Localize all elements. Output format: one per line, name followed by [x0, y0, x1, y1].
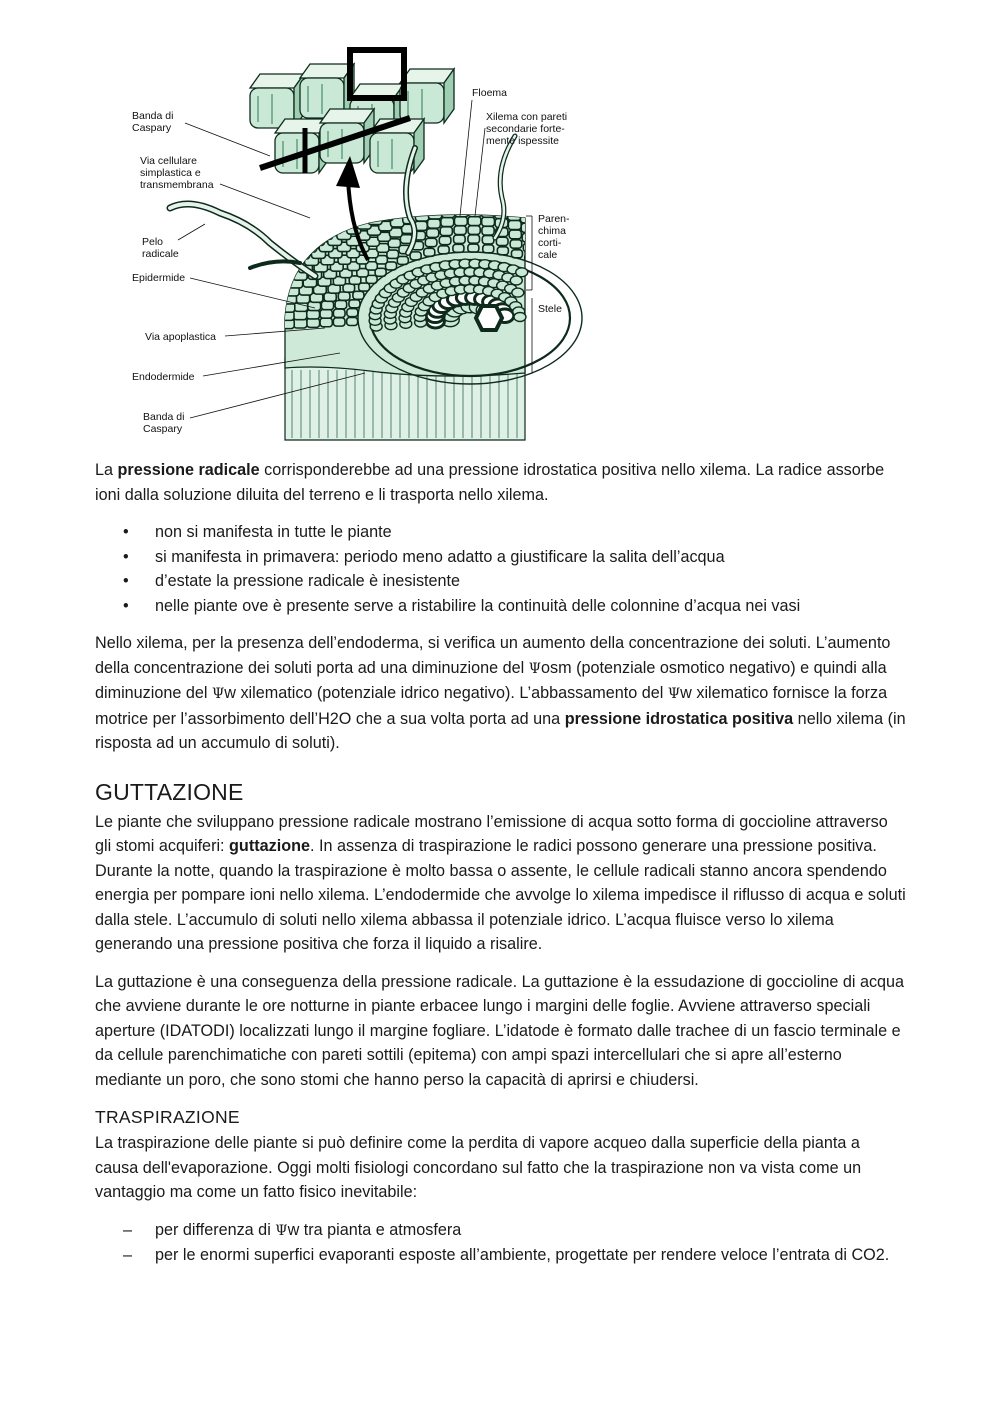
- label-pelo-radicale: Pelo radicale: [142, 236, 179, 260]
- dash-list-traspirazione: [95, 1218, 907, 1268]
- bold-pressione-radicale: pressione radicale: [117, 461, 260, 479]
- document-body: [95, 458, 907, 1281]
- psi-symbol: Ψ: [528, 660, 542, 677]
- label-floema: Floema: [472, 87, 508, 99]
- heading-traspirazione: TRASPIRAZIONE: [95, 1107, 240, 1127]
- paragraph-pressione-radicale: La pressione radicale corrisponderebbe ad una pressione idrostatica positiva nello xilema. La radice assorbe ioni dalla soluzione diluita del terreno e li trasporta nello xilema.: [95, 461, 885, 504]
- psi-symbol: Ψ: [275, 1222, 288, 1239]
- label-banda-caspary-1: Banda di Caspary: [132, 110, 174, 134]
- bold-pressione-idrostatica: pressione idrostatica positiva: [564, 709, 794, 728]
- psi-symbol: Ψ: [211, 686, 225, 702]
- label-endodermide: Endodermide: [132, 371, 195, 383]
- list-item: • si manifesta in primavera: periodo meno adatto a giustificare la salita dell’acqua: [95, 545, 907, 570]
- list-item: • nelle piante ove è presente serve a ristabilire la continuità delle colonnine d’acqua nei vasi: [95, 594, 907, 619]
- label-banda-caspary-2: Banda di Caspary: [143, 411, 185, 435]
- dash-icon: –: [123, 1220, 133, 1239]
- root-hair-left: [170, 204, 315, 276]
- label-via-apoplastica: Via apoplastica: [145, 331, 217, 343]
- paragraph-traspirazione: La traspirazione delle piante si può definire come la perdita di vapore acqueo dalla superficie della pianta a causa dell'evaporazione. Oggi molti fisiologi concordano sul fatto che la traspirazione non va vista come un vantaggio ma come un fatto fisico inevitabile:: [95, 1134, 862, 1201]
- list-item: • d’estate la pressione radicale è inesistente: [95, 569, 907, 594]
- label-xilema: Xilema con pareti secondarie forte-mente ispessite: [486, 111, 568, 147]
- paragraph-guttazione-intro: Le piante che sviluppano pressione radicale mostrano l’emissione di acqua sotto forma di goccioline attraverso gli stomi acquiferi: guttazione. In assenza di traspirazione le radici possono generare una pressione positiva. Durante la notte, quando la traspirazione è molto bassa o assente, le cellule radicali stanno ancora spendendo energia per pompare ioni nello xilema. L’endodermide che avvolge lo xilema impedisce il riflusso di acqua e soluti dalla stele. L’accumulo di soluti nello xilema abbassa il potenziale idrico. L’acqua fluisce verso lo xilema generando una pressione positiva che forza il liquido a risalire.: [95, 812, 906, 953]
- paragraph-guttazione-idatodi: La guttazione è una conseguenza della pressione radicale. La guttazione è la essudazione di goccioline di acqua che avviene durante le ore notturne in piante erbacee lungo i margini delle foglie. Avviene attraverso speciali aperture (IDATODI) localizzati lungo il margine fogliare. L’idatode è formato dalle trachee di un fascio terminale e da cellule parenchimatiche con pareti sottili (epitema) con ampi spazi intercellulari che si apre all’esterno mediante un poro, che sono stomi che hanno perso la capacità di aprirsi e chiudersi.: [95, 972, 905, 1089]
- bold-guttazione: guttazione: [229, 837, 310, 855]
- list-item: • non si manifesta in tutte le piante: [95, 520, 907, 545]
- root-diagram-svg: [110, 28, 590, 448]
- root-cross-section-figure: [110, 28, 590, 448]
- list-item: – per le enormi superfici evaporanti esposte all’ambiente, progettate per rendere veloce l’entrata di CO2.: [95, 1243, 907, 1268]
- paragraph-xilema-soluti: Nello xilema, per la presenza dell’endoderma, si verifica un aumento della concentrazione dei soluti. L’aumento della concentrazione dei soluti porta ad una diminuzione del Ψosm (potenziale osmotico negativo) e quindi alla diminuzione del Ψw xilematico (potenziale idrico negativo). L’abbassamento del Ψw xilematico fornisce la forza motrice per l’assorbimento dell’H2O che a sua volta porta ad una pressione idrostatica positiva nello xilema (in risposta ad un accumulo di soluti).: [95, 634, 906, 752]
- label-stele: Stele: [538, 303, 562, 315]
- list-item: – per differenza di Ψw tra pianta e atmosfera: [95, 1218, 907, 1244]
- dash-icon: –: [123, 1246, 133, 1264]
- bullet-icon: •: [123, 547, 129, 566]
- bullet-icon: •: [123, 523, 129, 541]
- bullet-list-pressione: [95, 520, 907, 618]
- bullet-icon: •: [123, 596, 129, 615]
- label-parenchima-corticale: Paren-chima corti-cale: [538, 213, 570, 261]
- label-via-cellulare: Via cellulare simplastica e transmembrana: [140, 155, 214, 191]
- label-epidermide: Epidermide: [132, 272, 186, 284]
- psi-symbol: Ψ: [667, 686, 681, 702]
- heading-guttazione: GUTTAZIONE: [95, 778, 244, 805]
- enlarged-endodermal-cells: [250, 50, 454, 173]
- bullet-icon: •: [123, 572, 129, 590]
